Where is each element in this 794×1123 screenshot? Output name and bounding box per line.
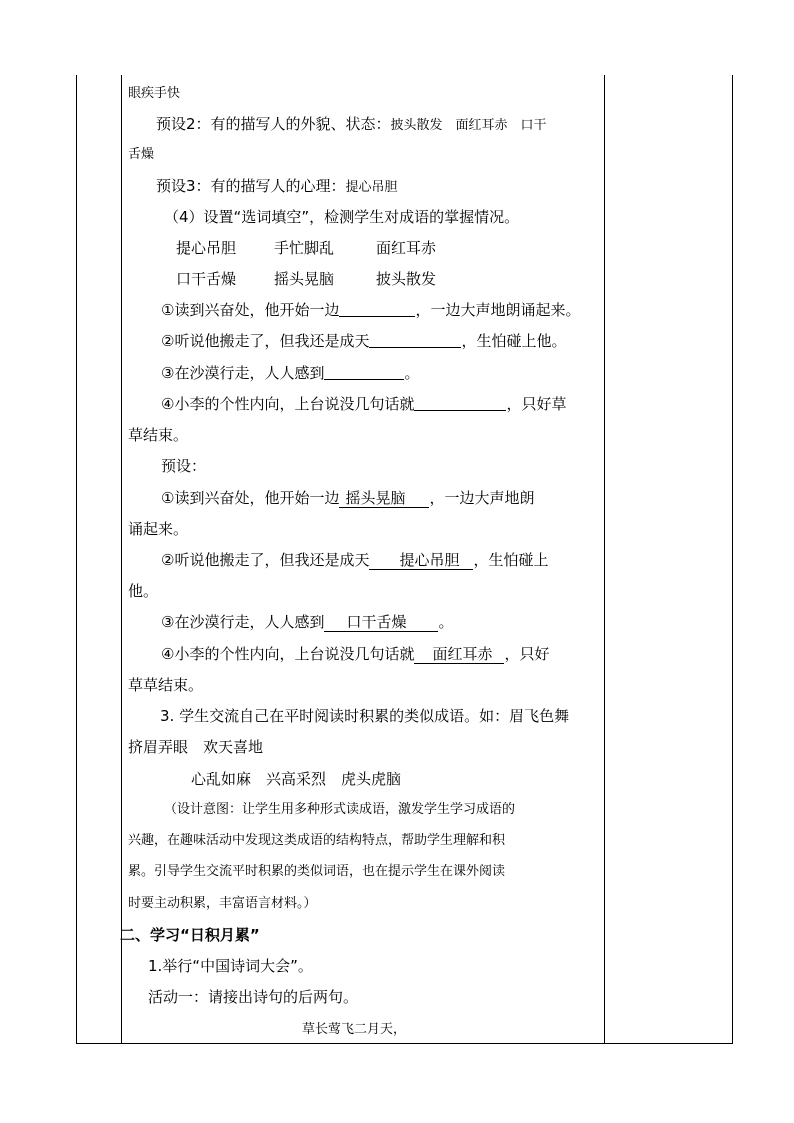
word-option: 披头散发 [376,270,437,288]
word-option: 口干舌燥 [176,270,237,288]
answer-line: ④小李的个性内向，上台说没几句话就 面红耳赤 ，只好 [161,645,550,663]
question-line: ④小李的个性内向，上台说没几句话就 ，只好草 [161,395,567,413]
fill-blank[interactable] [324,364,404,380]
text-line: 草草结束。 [128,676,204,694]
text-line: 预设2：有的描写人的外貌、状态：披头散发 面红耳赤 口干 [156,115,547,133]
text-line: 舌燥 [128,147,155,162]
word-option: 手忙脚乱 [274,239,335,257]
text-line: 诵起来。 [128,520,189,538]
question-line: ②听说他搬走了，但我还是成天 ，生怕碰上他。 [161,332,567,350]
poem-line: 草长莺飞二月天， [302,1022,407,1037]
table-border-col2 [604,75,605,1044]
word-option: 面红耳赤 [376,239,437,257]
design-note: 时要主动积累，丰富语言材料。） [128,896,317,911]
table-border-left [76,75,77,1044]
fill-blank[interactable] [369,332,461,348]
word-option: 摇头晃脑 [274,270,335,288]
design-note: （设计意图：让学生用多种形式读成语，激发学生学习成语的 [164,802,516,817]
text-line: 草结束。 [128,426,189,444]
text-line: 活动一：请接出诗句的后两句。 [148,988,359,1006]
table-border-right [732,75,733,1044]
text-line: 挤眉弄眼 欢天喜地 [128,738,264,756]
text-line: 1.举行“中国诗词大会”。 [148,957,313,975]
text-line: 3. 学生交流自己在平时阅读时积累的类似成语。如：眉飞色舞 [160,707,570,725]
answer-value: 摇头晃脑 [339,490,429,508]
design-note: 累。引导学生交流平时积累的类似词语，也在提示学生在课外阅读 [128,864,506,879]
answer-value: 口干舌燥 [324,614,438,632]
table-border-col1 [121,75,122,1044]
answer-value: 面红耳赤 [414,646,504,664]
text-line: 眼疾手快 [128,86,181,101]
fill-blank[interactable] [414,395,506,411]
answer-line: ③在沙漠行走，人人感到 口干舌燥 。 [161,613,454,631]
answer-line: ②听说他搬走了，但我还是成天 提心吊胆 ，生怕碰上 [161,551,549,569]
table-border-bottom [76,1043,733,1044]
text-line: （4）设置“选词填空”，检测学生对成语的掌握情况。 [164,208,520,226]
word-option: 提心吊胆 [176,239,237,257]
answer-line: ①读到兴奋处，他开始一边 摇头晃脑 ，一边大声地朗 [161,489,535,507]
question-line: ③在沙漠行走，人人感到 。 [161,364,420,382]
section-label: 预设： [161,457,207,475]
section-heading: 二、学习“日积月累” [120,926,260,944]
text-line: 心乱如麻 兴高采烈 虎头虎脑 [191,770,402,788]
answer-value: 提心吊胆 [369,552,473,570]
text-line: 预设3：有的描写人的心理：提心吊胆 [156,177,398,195]
design-note: 兴趣，在趣味活动中发现这类成语的结构特点，帮助学生理解和积 [128,833,506,848]
fill-blank[interactable] [339,301,415,317]
text-line: 他。 [128,582,159,600]
question-line: ①读到兴奋处，他开始一边 ，一边大声地朗诵起来。 [161,301,581,319]
